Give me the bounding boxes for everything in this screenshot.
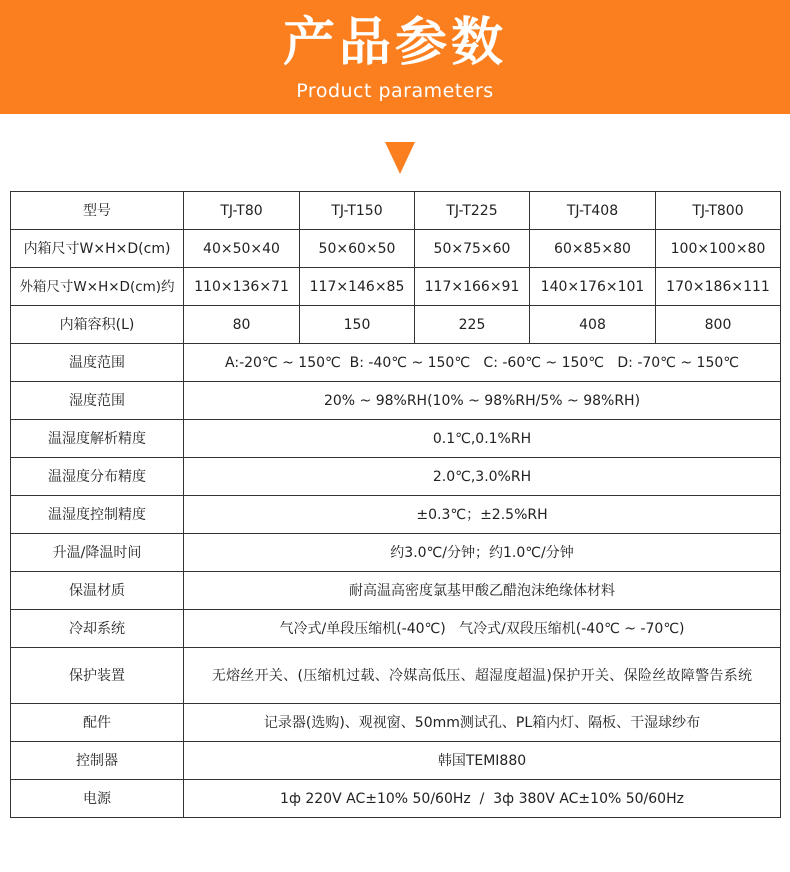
table-row [11, 534, 781, 572]
table-cell: 225 [415, 306, 530, 344]
table-cell: 100×100×80 [656, 230, 781, 268]
table-cell: TJ-T408 [530, 192, 656, 230]
table-cell: 2.0℃,3.0%RH [184, 458, 781, 496]
table-cell: 气冷式/单段压缩机(-40℃) 气冷式/双段压缩机(-40℃ ~ -70℃) [184, 610, 781, 648]
table-row [11, 230, 781, 268]
table-cell: 140×176×101 [530, 268, 656, 306]
table-cell: 117×146×85 [300, 268, 415, 306]
page-title: 产品参数 [282, 13, 507, 73]
row-label: 湿度范围 [11, 382, 184, 420]
row-label: 控制器 [11, 742, 184, 780]
table-row [11, 704, 781, 742]
table-row [11, 344, 781, 382]
table-cell: 50×75×60 [415, 230, 530, 268]
page-subtitle: Product parameters [296, 80, 494, 102]
table-cell: TJ-T150 [300, 192, 415, 230]
table-cell: 记录器(选购)、观视窗、50mm测试孔、PL箱内灯、隔板、干湿球纱布 [184, 704, 781, 742]
table-cell: TJ-T80 [184, 192, 300, 230]
table-cell: 800 [656, 306, 781, 344]
table-cell: 40×50×40 [184, 230, 300, 268]
row-label: 内箱尺寸W×H×D(cm) [11, 230, 184, 268]
table-cell: 无熔丝开关、(压缩机过载、冷媒高低压、超湿度超温)保护开关、保险丝故障警告系统 [184, 648, 781, 704]
table-cell: 50×60×50 [300, 230, 415, 268]
table-cell: TJ-T225 [415, 192, 530, 230]
row-label: 保护装置 [11, 648, 184, 704]
table-cell: 1ф 220V AC±10% 50/60Hz / 3ф 380V AC±10% 50/60Hz [184, 780, 781, 818]
table-cell: 韩国TEMI880 [184, 742, 781, 780]
table-row [11, 780, 781, 818]
table-row [11, 420, 781, 458]
table-cell: 110×136×71 [184, 268, 300, 306]
table-row [11, 382, 781, 420]
row-label: 外箱尺寸W×H×D(cm)约 [11, 268, 184, 306]
table-row [11, 306, 781, 344]
table-cell: 117×166×91 [415, 268, 530, 306]
row-label: 型号 [11, 192, 184, 230]
table-cell: 170×186×111 [656, 268, 781, 306]
table-cell: 408 [530, 306, 656, 344]
table-row [11, 742, 781, 780]
table-cell: 0.1℃,0.1%RH [184, 420, 781, 458]
table-cell: 约3.0℃/分钟；约1.0℃/分钟 [184, 534, 781, 572]
header-banner [0, 0, 790, 114]
row-label: 保温材质 [11, 572, 184, 610]
table-cell: 80 [184, 306, 300, 344]
table-row [11, 268, 781, 306]
table-row [11, 572, 781, 610]
row-label: 温湿度解析精度 [11, 420, 184, 458]
table-cell: ±0.3℃；±2.5%RH [184, 496, 781, 534]
row-label: 温湿度分布精度 [11, 458, 184, 496]
row-label: 内箱容积(L) [11, 306, 184, 344]
row-label: 升温/降温时间 [11, 534, 184, 572]
table-cell: 耐高温高密度氯基甲酸乙醋泡沫绝缘体材料 [184, 572, 781, 610]
row-label: 电源 [11, 780, 184, 818]
table-cell: 60×85×80 [530, 230, 656, 268]
spec-table [10, 191, 781, 818]
table-cell: A:-20℃ ~ 150℃ B: -40℃ ~ 150℃ C: -60℃ ~ 150℃ D: -70℃ ~ 150℃ [184, 344, 781, 382]
table-row [11, 610, 781, 648]
row-label: 配件 [11, 704, 184, 742]
row-label: 温湿度控制精度 [11, 496, 184, 534]
row-label: 冷却系统 [11, 610, 184, 648]
table-row [11, 192, 781, 230]
down-arrow-icon [385, 142, 415, 174]
table-row [11, 648, 781, 704]
table-cell: 20% ~ 98%RH(10% ~ 98%RH/5% ~ 98%RH) [184, 382, 781, 420]
row-label: 温度范围 [11, 344, 184, 382]
table-row [11, 458, 781, 496]
table-row [11, 496, 781, 534]
table-cell: TJ-T800 [656, 192, 781, 230]
table-cell: 150 [300, 306, 415, 344]
